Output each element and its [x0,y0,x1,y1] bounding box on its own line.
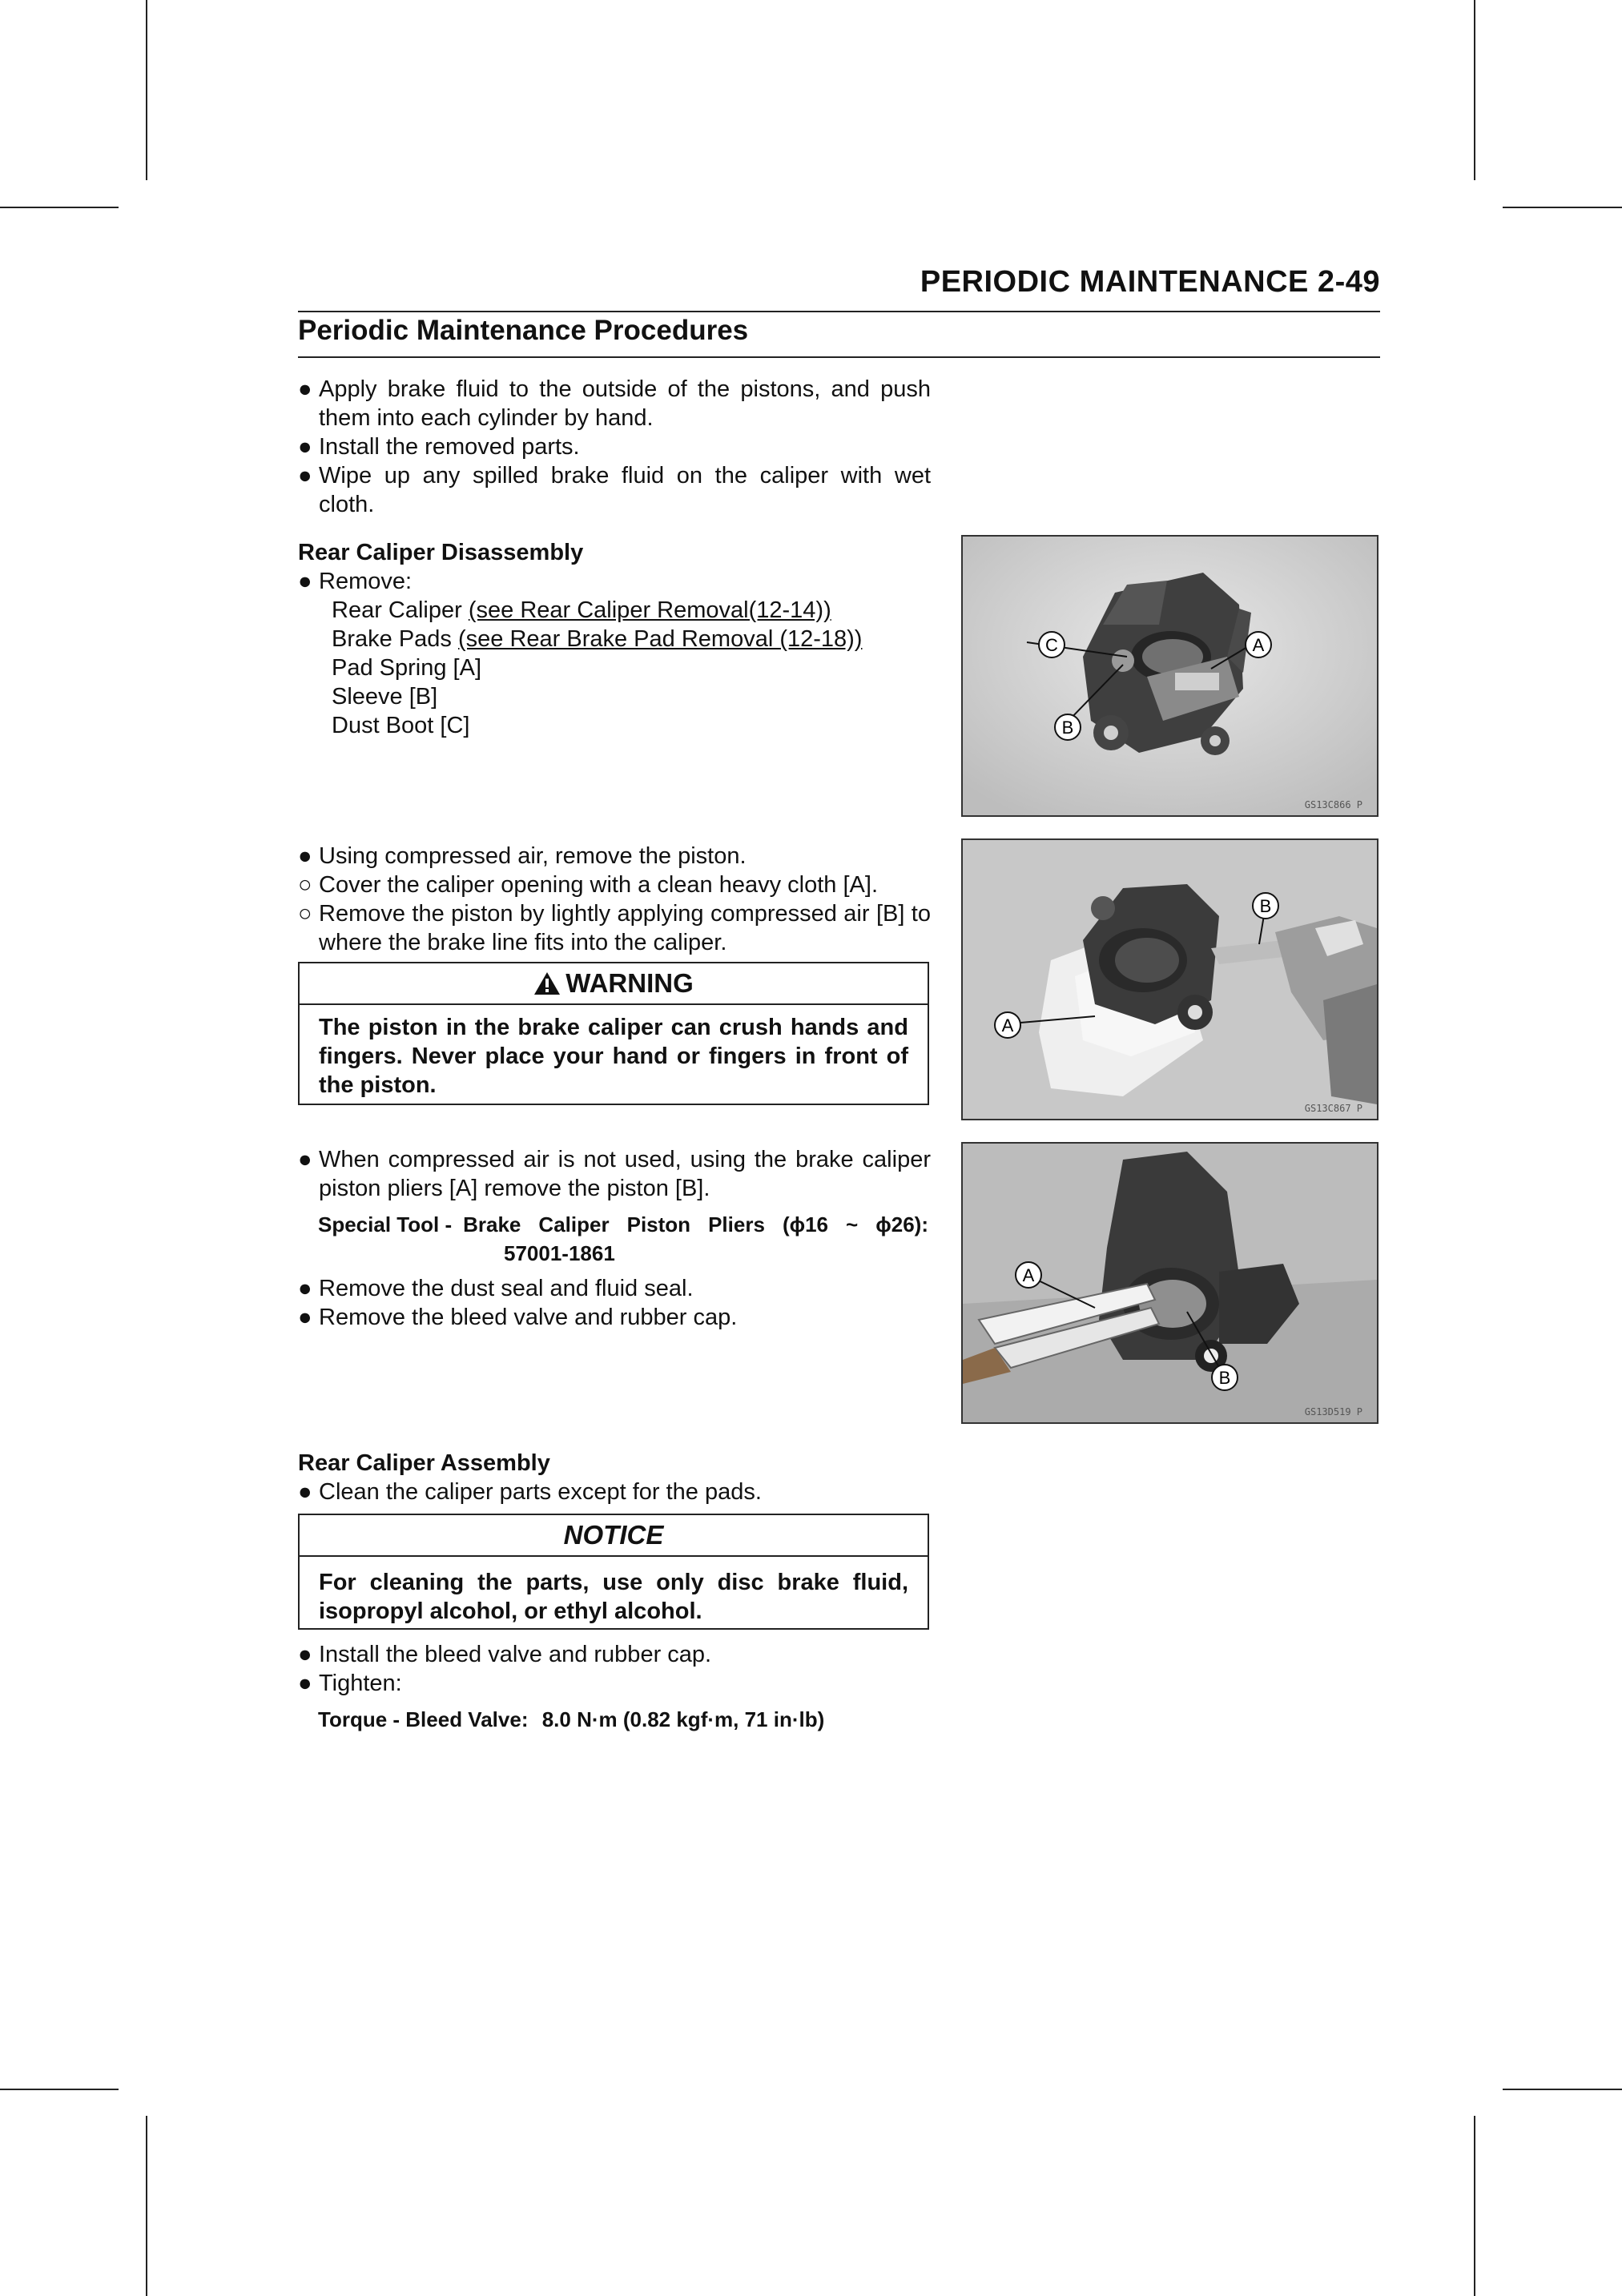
figure-compressed-air [961,838,1378,1120]
list-item: ● Remove: [298,569,413,594]
bullet-mark: ● [298,1479,312,1505]
callout-b [1253,893,1278,919]
warning-header: WARNING [300,963,928,1005]
section-title: Periodic Maintenance Procedures [298,315,749,346]
bullet-mark: ● [298,1671,312,1696]
svg-text:B: B [1218,1368,1231,1388]
compressed-air-photo [963,840,1377,1119]
notice-text: For cleaning the parts, use only disc brake fluid, isopropyl alcohol, or ethyl alcohol. [319,1570,908,1624]
remove-item: Rear Caliper (see Rear Caliper Removal(12-14)) [332,597,831,623]
warning-text: The piston in the brake caliper can crush hands and fingers. Never place your hand or fingers in front of the piston. [319,1015,908,1098]
assembly-heading: Rear Caliper Assembly [298,1450,550,1476]
final-block [298,1640,931,1698]
notice-header: NOTICE [300,1515,928,1557]
figure-code: GS13D519 P [1304,1406,1362,1417]
compressed-air-block [298,842,931,957]
section-rule [298,356,1380,358]
list-item: ● Install the bleed valve and rubber cap. [298,1642,712,1667]
header-rule [298,311,1380,312]
pliers-block [298,1145,931,1203]
list-item: ● Apply brake fluid to the outside of the pistons, and push them into each cylinder by hand. [298,376,931,431]
bullet-mark: ● [298,434,312,460]
list-item: ● Wipe up any spilled brake fluid on the caliper with wet cloth. [298,463,931,517]
list-item: ● Using compressed air, remove the piston. [298,843,747,869]
crop-mark [0,2089,119,2090]
callout-a [995,1012,1020,1038]
crop-mark [1474,0,1475,180]
callout-a [1246,632,1271,657]
callout-c [1039,632,1065,657]
crop-mark [1503,2089,1622,2090]
remove-item: Pad Spring [A] [332,655,481,681]
sub-step: ○ Remove the piston by lightly applying compressed air [B] to where the brake line fits into the caliper. [298,901,931,955]
pliers-after-block [298,1274,931,1332]
crop-mark [0,207,119,208]
bullet-mark: ● [298,1147,312,1172]
torque-label: Torque - Bleed Valve: [318,1707,529,1731]
disassembly-block [298,538,931,740]
cross-reference-link[interactable]: (see Rear Brake Pad Removal (12-18)) [457,626,863,652]
assembly-block [298,1449,931,1506]
warning-triangle-icon [533,971,561,995]
figure-caliper-parts [961,535,1378,817]
remove-item: Brake Pads (see Rear Brake Pad Removal (12-18)) [332,626,863,652]
list-item: ● Remove the dust seal and fluid seal. [298,1276,694,1301]
disassembly-heading: Rear Caliper Disassembly [298,540,584,565]
bullet-mark: ● [298,376,312,402]
list-item: ● Tighten: [298,1671,402,1696]
intro-block [298,375,931,519]
special-tool-part-number: 57001-1861 [504,1241,615,1265]
sub-step-mark: ○ [298,872,312,898]
cross-reference-link[interactable]: (see Rear Caliper Removal(12-14)) [468,597,831,623]
remove-item: Sleeve [B] [332,684,438,710]
list-item: ● Remove the bleed valve and rubber cap. [298,1305,738,1330]
bullet-mark: ● [298,463,312,489]
list-item: ● Install the removed parts. [298,434,580,460]
figure-code: GS13C867 P [1304,1103,1362,1114]
callout-a [1016,1262,1041,1288]
crop-mark [146,2116,147,2296]
svg-text:B: B [1061,718,1074,738]
remove-item: Dust Boot [C] [332,713,470,738]
bullet-mark: ● [298,1642,312,1667]
figure-code: GS13C866 P [1304,799,1362,810]
torque-value: 8.0 N·m (0.82 kgf·m, 71 in·lb) [541,1707,825,1731]
callout-b [1055,714,1081,740]
sub-step: ○ Cover the caliper opening with a clean heavy cloth [A]. [298,872,879,898]
warning-box [298,962,929,1105]
torque-spec [318,1705,824,1734]
callout-b [1212,1365,1238,1390]
svg-text:C: C [1045,635,1058,655]
special-tool-name: Brake Caliper Piston Pliers (ϕ16 ~ ϕ26): [463,1212,928,1236]
svg-text:A: A [1022,1265,1035,1285]
crop-mark [1503,207,1622,208]
notice-box [298,1514,929,1630]
svg-text:A: A [1001,1015,1014,1035]
special-tool-label: Special Tool - [318,1212,453,1236]
bullet-mark: ● [298,1276,312,1301]
list-item: ● When compressed air is not used, using the brake caliper piston pliers [A] remove the piston [B]. [298,1147,931,1201]
list-item: ● Clean the caliper parts except for the pads. [298,1479,762,1505]
caliper-photo [963,537,1377,815]
figure-piston-pliers [961,1142,1378,1424]
sub-step-mark: ○ [298,901,312,927]
bullet-mark: ● [298,843,312,869]
svg-text:A: A [1252,635,1265,655]
running-head: PERIODIC MAINTENANCE 2-49 [920,265,1380,299]
svg-text:B: B [1259,896,1272,916]
piston-pliers-photo [963,1144,1377,1422]
crop-mark [146,0,147,180]
bullet-mark: ● [298,569,312,594]
special-tool [318,1210,928,1268]
crop-mark [1474,2116,1475,2296]
bullet-mark: ● [298,1305,312,1330]
